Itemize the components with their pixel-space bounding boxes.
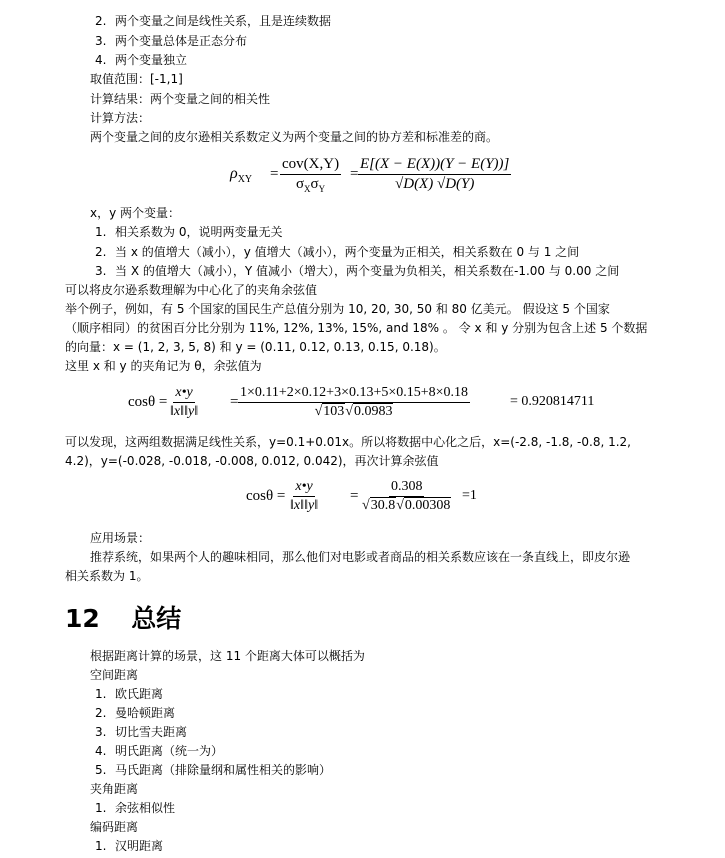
list-item: 2. 两个变量之间是线性关系，且是连续数据 — [95, 14, 332, 28]
expectation-fraction — [358, 156, 511, 193]
cosine-intro: 可以将皮尔逊系数理解为中心化了的夹角余弦值 — [65, 283, 318, 297]
list-item: 3. 当 X 的值增大（减小），Y 值减小（增大），两个变量为负相关，相关系数在-1.00 与 0.00 之间 — [95, 264, 620, 278]
definition-text: 两个变量之间的皮尔逊相关系数定义为两个变量之间的协方差和标准差的商。 — [90, 130, 499, 144]
list-item: 1. 余弦相似性 — [95, 801, 176, 815]
cos-lhs: cosθ = — [246, 488, 286, 504]
cov-fraction — [280, 156, 341, 194]
section-heading — [65, 599, 181, 635]
example-line-1: 举个例子，例如，有 5 个国家的国民生产总值分别为 10, 20, 30, 50 和 80 亿美元。 假设这 5 个国家 — [65, 302, 610, 316]
dot-numerator: x•y — [173, 385, 194, 403]
center-line-2: 4.2)，y=(-0.028, -0.018, -0.008, 0.012, 0.042)，再次计算余弦值 — [65, 454, 439, 468]
example-line-2: （顺序相同）的贫困百分比分别为 11%, 12%, 13%, 15%, and 18% 。 令 x 和 y 分别为包含上述 5 个数据 — [65, 321, 648, 335]
result-line: 计算结果：两个变量之间的相关性 — [90, 92, 271, 106]
sum-numerator: 1×0.11+2×0.12+3×0.13+5×0.15+8×0.18 — [238, 385, 470, 403]
cov-denominator: $\sigma_X\sigma_Y$ — [295, 176, 326, 194]
center-line-1: 可以发现，这两组数据满足线性关系，y=0.1+0.01x。所以将数据中心化之后，x=(-2.8, -1.8, -0.8, 1.2, — [65, 435, 631, 449]
example-line-3: 的向量：x = (1, 2, 3, 5, 8) 和 y = (0.11, 0.12, 0.13, 0.15, 0.18)。 — [65, 340, 446, 354]
method-label: 计算方法： — [90, 111, 151, 125]
equals-sign: = — [230, 394, 239, 410]
range-line: 取值范围：[-1,1] — [90, 72, 183, 86]
xy-label: x，y 两个变量： — [90, 206, 181, 220]
dot-numerator: x•y — [293, 479, 314, 497]
value-fraction — [360, 479, 453, 514]
list-item: 1. 相关系数为 0，说明两变量无关 — [95, 225, 283, 239]
list-item: 2. 当 x 的值增大（减小），y 值增大（减小），两个变量为正相关，相关系数在 0 与 1 之间 — [95, 245, 580, 259]
angle-line: 这里 x 和 y 的夹角记为 θ，余弦值为 — [65, 359, 262, 373]
equals-sign: = — [270, 166, 279, 182]
application-label: 应用场景： — [90, 531, 151, 545]
group-label-spatial: 空间距离 — [90, 668, 139, 682]
group-label-encoding: 编码距离 — [90, 820, 139, 834]
rho-symbol: $\rho_{XY}$ — [230, 165, 253, 186]
equals-sign-2: = — [350, 166, 359, 182]
cos-result: =1 — [462, 488, 477, 503]
list-item: 4. 明氏距离（统一为） — [95, 744, 224, 758]
cov-numerator: cov(X,Y) — [280, 156, 341, 175]
variance-denominator: √D(X) √D(Y) — [395, 176, 475, 192]
cos-lhs: cosθ = — [128, 394, 168, 410]
norm-denominator: ‖x‖‖y‖ — [170, 404, 199, 419]
application-line-1: 推荐系统，如果两个人的趣味相同，那么他们对电影或者商品的相关系数应该在一条直线上，即皮尔逊 — [90, 550, 631, 564]
list-item: 4. 两个变量独立 — [95, 53, 188, 67]
norm-denominator: ‖x‖‖y‖ — [290, 498, 319, 513]
summary-intro: 根据距离计算的场景，这 11 个距离大体可以概括为 — [90, 649, 365, 663]
list-item: 3. 切比雪夫距离 — [95, 725, 188, 739]
list-item: 2. 曼哈顿距离 — [95, 706, 176, 720]
dot-fraction — [288, 479, 320, 514]
list-item: 5. 马氏距离（排除量纲和属性相关的影响） — [95, 763, 332, 777]
cos-result: = 0.920814711 — [510, 394, 595, 409]
list-item: 1. 汉明距离 — [95, 839, 164, 853]
expectation-numerator: E[(X − E(X))(Y − E(Y))] — [358, 156, 511, 175]
list-item: 3. 两个变量总体是正态分布 — [95, 34, 248, 48]
sum-fraction — [238, 385, 470, 420]
list-item: 1. 欧氏距离 — [95, 687, 164, 701]
section-number: 12 — [65, 604, 100, 633]
equals-sign: = — [350, 488, 359, 504]
application-line-2: 相关系数为 1。 — [65, 569, 149, 583]
sqrt-denominator: √103√0.0983 — [314, 404, 393, 419]
group-label-angle: 夹角距离 — [90, 782, 139, 796]
sqrt-denominator: √30.8√0.00308 — [362, 498, 451, 513]
value-numerator: 0.308 — [389, 479, 425, 497]
section-title: 总结 — [131, 604, 182, 633]
dot-fraction — [168, 385, 200, 420]
